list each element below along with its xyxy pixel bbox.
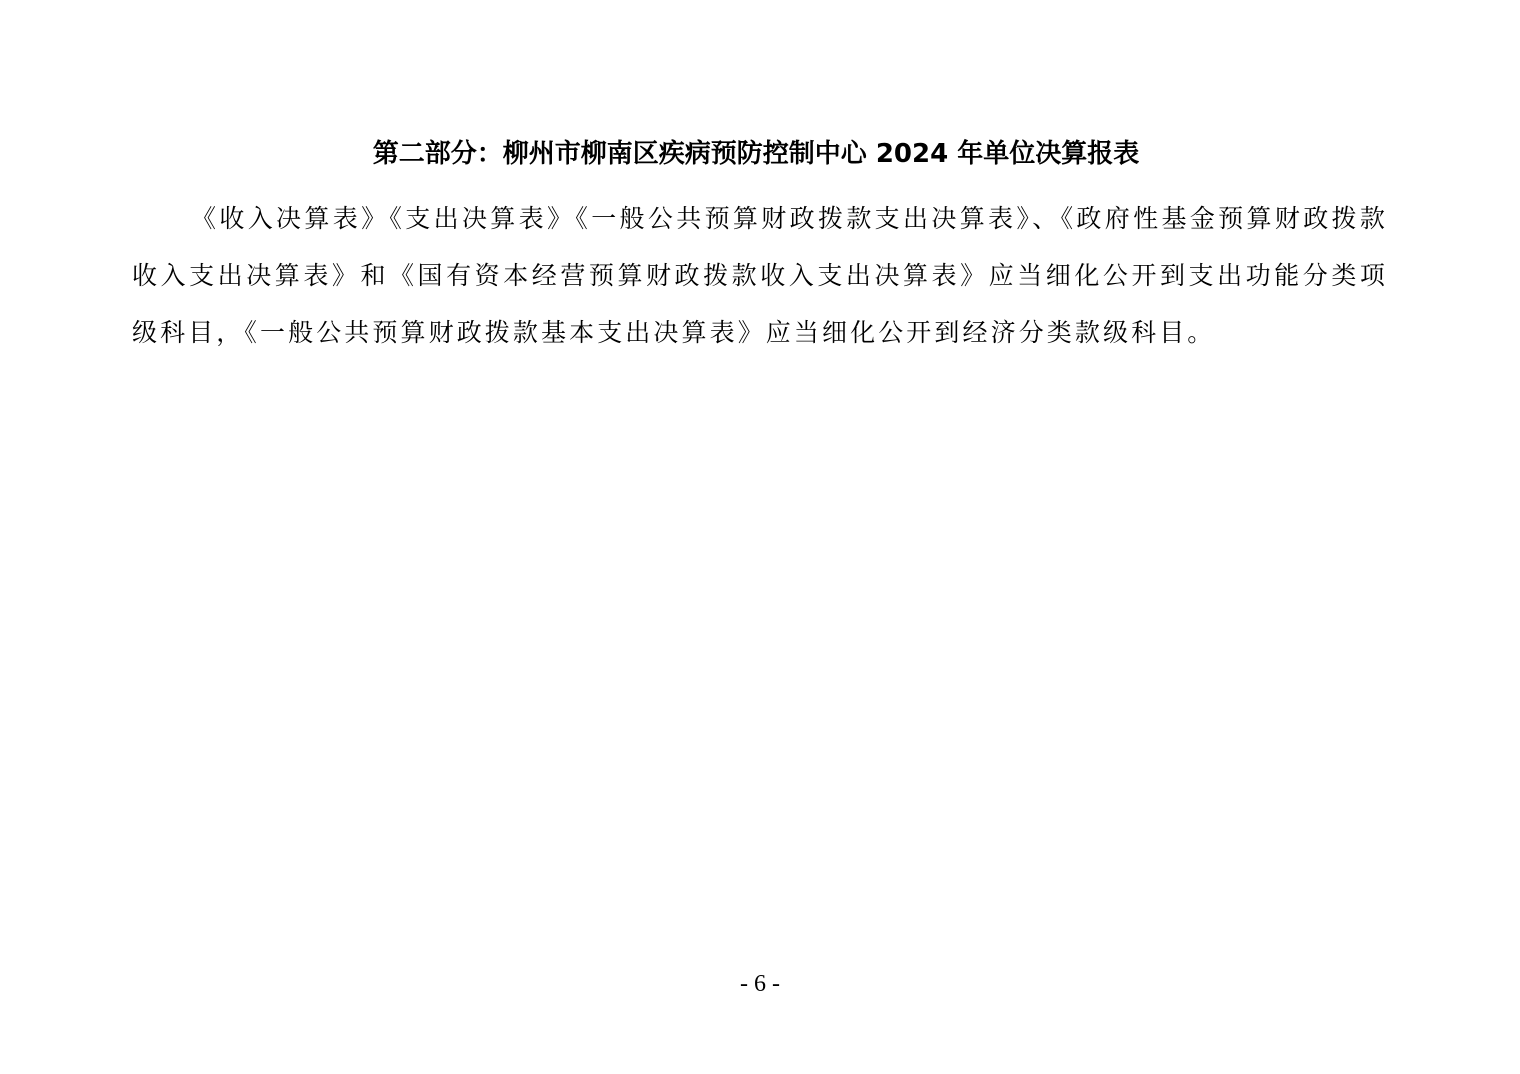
section-heading: 第二部分：柳州市柳南区疾病预防控制中心 2024 年单位决算报表	[372, 139, 1140, 169]
body-paragraph: 《收入决算表》《支出决算表》《一般公共预算财政拨款支出决算表》、《政府性基金预算财政拨款收入支出决算表》和《国有资本经营预算财政拨款收入支出决算表》应当细化公开到支出功能分类项级科目，《一般公共预算财政拨款基本支出决算表》应当细化公开到经济分类款级科目。	[132, 204, 1388, 347]
page-number: - 6 -	[740, 971, 780, 997]
